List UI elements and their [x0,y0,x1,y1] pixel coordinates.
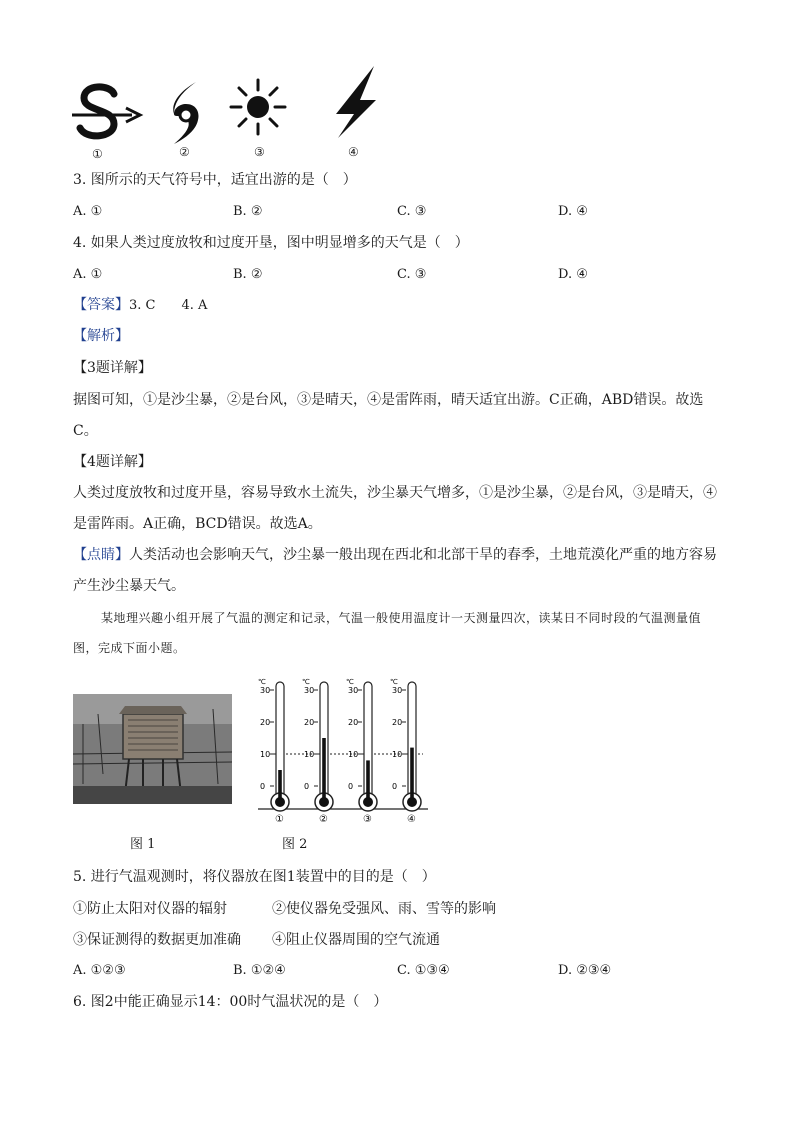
tick-label: 0 [392,782,398,791]
figure-2-thermometers [258,676,428,826]
tick-label: 10 [392,750,403,759]
q4-option-d: D. ④ [558,267,588,282]
figure-2-caption: 图 2 [282,837,308,852]
tick-label: 20 [392,718,403,727]
q4-option-b: B. ② [233,267,263,282]
figure-1-photo [73,694,232,804]
typhoon-icon [168,82,199,152]
tip-text: 人类活动也会影响天气，沙尘暴一般出现在西北和北部干旱的春季，土地荒漠化严重的地方容易产生沙尘暴天气。 [73,547,717,594]
mercury-column-4 [410,748,414,800]
q4-option-a: A. ① [73,267,103,282]
detail-4-tag: 【4题详解】 [73,454,152,470]
thermometer-unit: ℃ [258,678,266,686]
mercury-column-3 [366,760,370,800]
q3-option-b: B. ② [233,204,263,219]
thermometer-label-4: ④ [407,814,416,825]
thunderstorm-icon [336,66,376,138]
thermometer-label-3: ③ [363,814,372,825]
symbol-label-1: ① [92,147,103,161]
thermometer-label-2: ② [319,814,328,825]
tick-label: 0 [304,782,310,791]
tick-label: 20 [304,718,315,727]
q5-statement-3: ③保证测得的数据更加准确 [73,932,241,948]
tick-label: 10 [304,750,315,759]
detail-3-tag: 【3题详解】 [73,360,152,376]
tick-label: 30 [304,686,315,695]
question-6-stem: 6. 图2中能正确显示14：00时气温状况的是（ ） [73,994,388,1010]
tick-label: 0 [348,782,354,791]
intro-paragraph: 某地理兴趣小组开展了气温的测定和记录，气温一般使用温度计一天测量四次，读某日不同时段的气温测量值图，完成下面小题。 [73,611,702,655]
answer-text: 3. C 4. A [129,298,208,313]
detail-4-text: 人类过度放牧和过度开垦，容易导致水土流失，沙尘暴天气增多，①是沙尘暴，②是台风，③是晴天，④是雷阵雨。A正确，BCD错误。故选A。 [73,485,717,532]
answer-line [73,295,207,316]
tip-paragraph [73,540,723,602]
tick-label: 30 [392,686,403,695]
tick-label: 10 [260,750,271,759]
q5-option-a: A. ①②③ [73,963,126,978]
tick-label: 10 [348,750,359,759]
tick-label: 20 [260,718,271,727]
q3-option-d: D. ④ [558,204,588,219]
q3-option-a: A. ① [73,204,103,219]
question-4-stem: 4. 如果人类过度放牧和过度开垦，图中明显增多的天气是（ ） [73,235,469,251]
sunny-icon [231,80,285,134]
tick-label: 30 [348,686,359,695]
tip-tag: 【点睛】 [73,547,129,563]
detail-3-text: 据图可知，①是沙尘暴，②是台风，③是晴天，④是雷阵雨，晴天适宜出游。C正确，ABD错误。故选C。 [73,392,704,439]
symbol-label-3: ③ [254,145,265,159]
tick-label: 30 [260,686,271,695]
q5-option-b: B. ①②④ [233,963,286,978]
thermometer-unit: ℃ [390,678,398,686]
mercury-column-1 [278,770,282,800]
q5-statement-2: ②使仪器免受强风、雨、雪等的影响 [272,901,496,917]
thermometer-unit: ℃ [346,678,354,686]
q5-option-d: D. ②③④ [558,963,612,978]
q3-option-c: C. ③ [397,204,427,219]
tick-label: 0 [260,782,266,791]
q5-statement-4: ④阻止仪器周围的空气流通 [272,932,440,948]
symbol-label-2: ② [179,145,190,159]
question-3-stem: 3. 图所示的天气符号中，适宜出游的是（ ） [73,172,357,188]
figure-1-caption: 图 1 [130,837,156,852]
q4-option-c: C. ③ [397,267,427,282]
analysis-tag: 【解析】 [73,328,129,344]
symbol-label-4: ④ [348,145,359,159]
thermometer-label-1: ① [275,814,284,825]
q5-option-c: C. ①③④ [397,963,450,978]
tick-label: 20 [348,718,359,727]
answer-tag: 【答案】 [73,297,129,313]
q5-statement-1: ①防止太阳对仪器的辐射 [73,901,227,917]
question-5-stem: 5. 进行气温观测时，将仪器放在图1装置中的目的是（ ） [73,869,436,885]
mercury-column-2 [322,738,326,800]
sandstorm-icon [72,87,140,136]
thermometer-unit: ℃ [302,678,310,686]
